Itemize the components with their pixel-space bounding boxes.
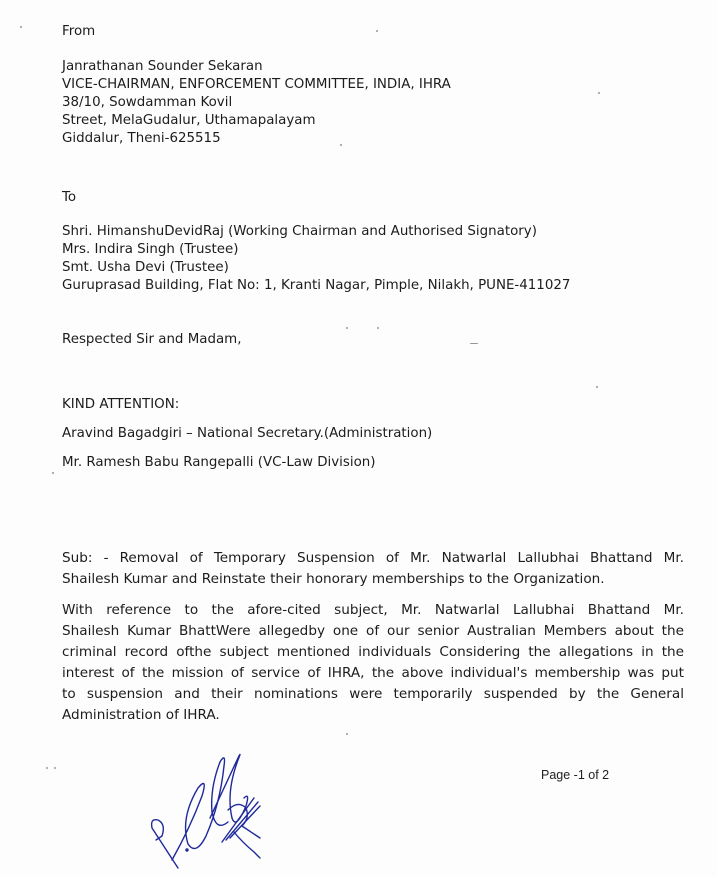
sender-address-line-2: Street, MelaGudalur, Uthamapalayam [62,113,316,128]
signature-icon [150,748,280,873]
scan-speck [598,92,600,94]
scan-speck [20,26,22,28]
scan-speck [377,327,379,329]
body-line-1: With reference to the afore-cited subject, Mr. Natwarlal Lallubhai Bhattand Mr. [62,602,684,618]
recipient-1: Shri. HimanshuDevidRaj (Working Chairman and Authorised Signatory) [62,224,537,239]
recipient-2: Mrs. Indira Singh (Trustee) [62,242,239,257]
body-line-3: criminal record ofthe subject mentioned individuals Considering the allegations in the [62,644,684,660]
sender-address-line-3: Giddalur, Theni-625515 [62,131,221,146]
body-line-5: to suspension and their nominations were temporarily suspended by the General [62,686,684,702]
sender-name: Janrathanan Sounder Sekaran [62,59,263,74]
scan-speck [46,767,48,769]
attention-person-1: Aravind Bagadgiri – National Secretary.(Administration) [62,426,433,441]
body-paragraph [62,600,684,726]
subject-line [62,548,684,590]
scan-speck [470,343,478,344]
scan-speck [346,327,348,329]
recipient-3: Smt. Usha Devi (Trustee) [62,260,229,275]
scan-speck [376,30,378,32]
recipient-address: Guruprasad Building, Flat No: 1, Kranti Nagar, Pimple, Nilakh, PUNE-411027 [62,278,571,293]
scan-speck [596,386,598,388]
body-line-6: Administration of IHRA. [62,707,220,723]
body-line-2: Shailesh Kumar BhattWere allegedby one of our senior Australian Members about the [62,623,684,639]
subject-line-1: Sub: - Removal of Temporary Suspension of Mr. Natwarlal Lallubhai Bhattand Mr. [62,550,684,566]
body-line-4: interest of the mission of service of IHRA, the above individual's membership was put [62,665,684,681]
to-label: To [62,190,77,205]
scan-speck [340,144,342,146]
subject-line-2: Shailesh Kumar and Reinstate their honorary memberships to the Organization. [62,571,605,587]
scan-speck [52,472,54,474]
salutation: Respected Sir and Madam, [62,332,242,347]
attention-person-2: Mr. Ramesh Babu Rangepalli (VC-Law Division) [62,455,376,470]
scan-speck [54,767,56,769]
sender-title: VICE-CHAIRMAN, ENFORCEMENT COMMITTEE, INDIA, IHRA [62,77,451,92]
kind-attention-label: KIND ATTENTION: [62,397,180,412]
scan-speck [346,733,348,735]
sender-address-line-1: 38/10, Sowdamman Kovil [62,95,233,110]
page-number: Page -1 of 2 [541,768,610,782]
from-label: From [62,24,96,39]
